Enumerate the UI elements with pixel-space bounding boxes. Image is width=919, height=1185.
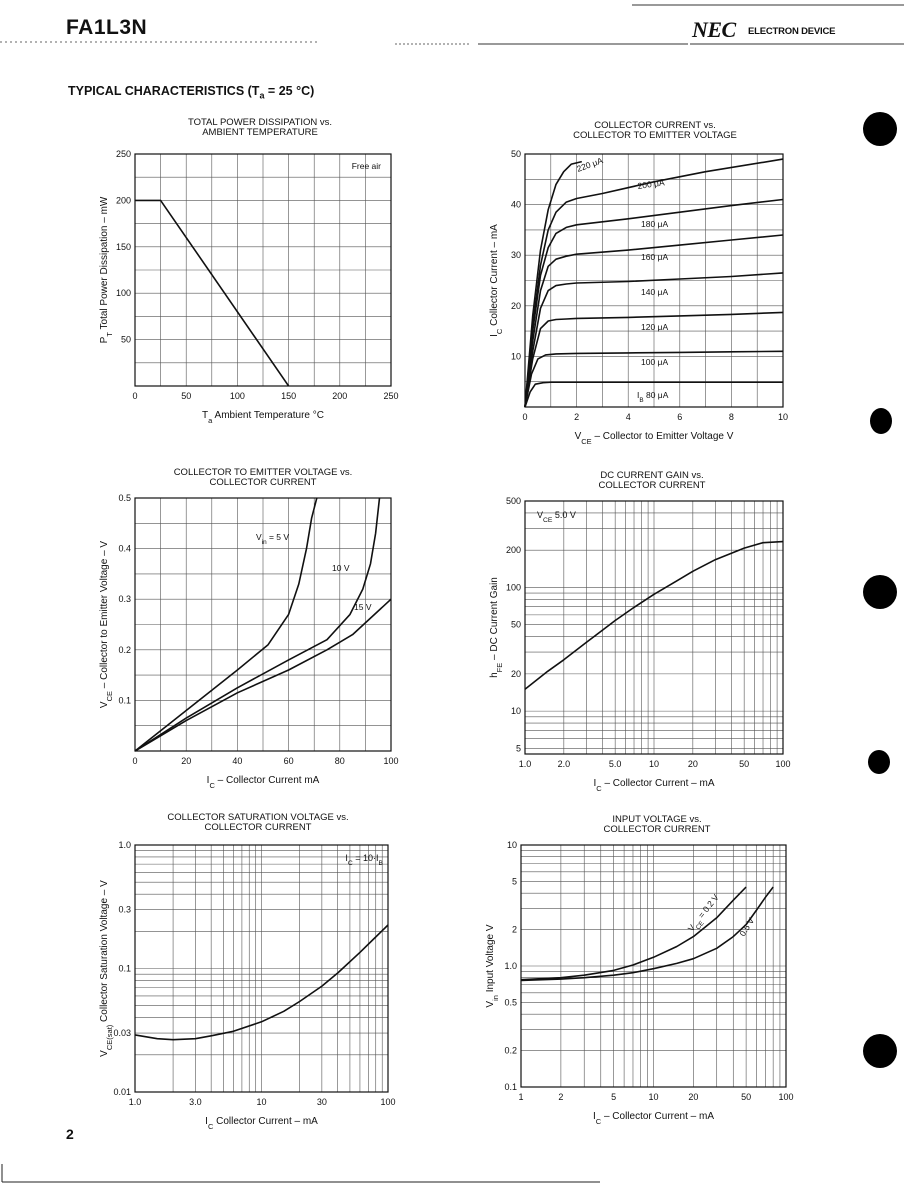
chart-c4 [489,470,791,793]
y-tick-label: 0.1 [118,963,131,974]
x-tick-label: 250 [383,391,399,401]
y-axis-label: $I_C$ Collector Current – mA [489,224,504,337]
chart-title: AMBIENT TEMPERATURE [202,127,318,138]
y-tick-label: 20 [510,300,521,311]
y-axis-label: $V_{CE(sat)}$ Collector Saturation Voltage – V [99,880,114,1057]
x-tick-label: 2 [574,412,580,422]
series-label: $V_{CE} = 0.2$ V [685,892,721,934]
chart-grid [525,501,783,754]
x-tick-label: 100 [383,756,399,766]
x-tick-label: 80 [334,756,345,766]
x-tick-label: 100 [778,1092,794,1102]
chart-grid [135,154,391,386]
chart-title: COLLECTOR CURRENT [598,480,706,491]
chart-annotation: $V_{CE}$ 5.0 V [537,510,576,524]
chart-title: COLLECTOR CURRENT [204,822,312,833]
y-tick-label: 0.5 [504,997,517,1008]
y-tick-label: 0.3 [118,904,131,915]
x-axis-label: $V_{CE}$ – Collector to Emitter Voltage V [574,431,734,446]
y-tick-label: 100 [505,582,521,593]
x-tick-label: 10 [256,1097,267,1107]
chart-title: COLLECTOR CURRENT vs. [594,120,716,131]
x-tick-label: 5.0 [608,759,622,769]
x-tick-label: 6 [677,412,683,422]
chart-title: TOTAL POWER DISSIPATION vs. [187,117,333,128]
x-tick-label: 2 [558,1092,564,1102]
x-tick-label: 150 [281,391,297,401]
y-tick-label: 200 [505,545,521,556]
x-tick-label: 50 [739,759,750,769]
x-axis-label: $I_C$ Collector Current – mA [205,1116,318,1131]
x-tick-label: 100 [229,391,245,401]
y-tick-label: 500 [505,496,521,506]
y-tick-label: 50 [510,149,521,159]
y-tick-label: 0.01 [113,1087,131,1097]
x-tick-label: 10 [777,412,789,422]
page-number: 2 [66,1126,74,1142]
y-tick-label: 50 [510,619,521,630]
y-tick-label: 0.5 [118,493,131,503]
y-tick-label: 100 [115,288,131,299]
x-tick-label: 20 [688,1092,699,1102]
chart-annotation: $I_C = 10\cdot I_B$ [345,853,383,867]
series-label: 100 μA [641,357,669,367]
y-tick-label: 0.4 [118,543,131,554]
x-tick-label: 0 [522,412,528,422]
series-label: 120 μA [641,322,669,332]
series-label: 160 μA [641,252,669,262]
y-tick-label: 40 [510,199,521,210]
series-label: 200 μA [636,177,666,191]
x-axis-label: $I_C$ – Collector Current mA [206,775,320,790]
y-tick-label: 0.3 [118,594,131,605]
series-label: 140 μA [641,287,669,297]
series-label: $I_B$ 80 μA [637,390,669,404]
x-tick-label: 10 [648,759,660,769]
x-tick-label: 8 [728,412,734,422]
y-tick-label: 30 [510,250,521,261]
y-tick-label: 1.0 [118,840,131,850]
y-tick-label: 0.1 [504,1082,517,1092]
y-tick-label: 10 [510,351,521,362]
chart-title: COLLECTOR CURRENT [603,824,711,835]
x-tick-label: 1.0 [518,759,532,769]
y-tick-label: 10 [506,840,517,850]
y-axis-label: $V_{CE}$ – Collector to Emitter Voltage – V [99,540,114,709]
y-axis-label: $V_{in}$ Input Voltage V [485,924,500,1008]
chart-title: COLLECTOR SATURATION VOLTAGE vs. [167,812,349,823]
x-axis-label: $T_a$ Ambient Temperature °C [202,410,324,425]
chart-c5 [99,812,396,1131]
x-tick-label: 4 [625,412,631,422]
x-tick-label: 60 [283,756,294,766]
x-tick-label: 1 [518,1092,524,1102]
x-tick-label: 20 [687,759,698,769]
chart-c1 [99,117,399,425]
x-tick-label: 2.0 [557,759,571,769]
y-tick-label: 150 [115,241,131,252]
chart-grid [135,845,388,1092]
section-title: TYPICAL CHARACTERISTICS ($T_a = 25$ °C) [68,84,315,101]
y-tick-label: 5 [515,743,521,754]
x-axis-label: $I_C$ – Collector Current – mA [592,1111,715,1126]
chart-title: INPUT VOLTAGE vs. [612,814,702,825]
x-tick-label: 30 [316,1097,327,1107]
logo-subtitle: ELECTRON DEVICE [748,26,836,37]
chart-grid [135,498,391,751]
chart-grid [521,845,786,1087]
series-label: 10 V [332,563,350,573]
x-tick-label: 50 [181,391,192,401]
x-tick-label: 20 [181,756,192,766]
x-tick-label: 100 [380,1097,396,1107]
y-tick-label: 0.2 [118,644,131,655]
series-label: 15 V [354,602,372,612]
y-tick-label: 0.2 [504,1045,517,1056]
y-tick-label: 20 [510,668,521,679]
x-tick-label: 10 [648,1092,659,1102]
x-tick-label: 40 [232,756,243,766]
footer-rule [0,1160,919,1185]
chart-annotation: Free air [351,161,381,171]
x-axis-label: $I_C$ – Collector Current – mA [593,778,715,793]
nec-logo: NEC [692,17,736,42]
y-tick-label: 0.1 [118,695,131,706]
y-axis-label: $P_T$ Total Power Dissipation – mW [99,196,114,344]
x-tick-label: 0 [132,391,138,401]
chart-title: COLLECTOR CURRENT [209,477,317,488]
y-tick-label: 2 [511,924,517,935]
y-tick-label: 250 [115,149,131,159]
series-label: 0.5 V [737,915,757,939]
part-number: FA1L3N [66,16,148,39]
x-tick-label: 5 [611,1092,617,1102]
x-tick-label: 50 [741,1092,752,1102]
series-label: 220 μA [575,155,605,174]
series-label: 180 μA [641,219,669,229]
x-tick-label: 0 [132,756,138,766]
chart-title: COLLECTOR TO EMITTER VOLTAGE vs. [173,467,353,478]
y-axis-label: $h_{FE}$ – DC Current Gain [489,577,504,678]
x-tick-label: 200 [332,391,348,401]
chart-title: COLLECTOR TO EMITTER VOLTAGE [573,130,737,141]
y-tick-label: 1.0 [504,961,517,971]
y-tick-label: 200 [115,195,131,206]
chart-c2 [489,120,788,446]
y-tick-label: 0.03 [113,1028,131,1039]
x-tick-label: 3.0 [189,1097,202,1107]
series-label: $V_{in} = 5$ V [256,532,290,546]
y-tick-label: 10 [510,706,521,717]
x-tick-label: 1.0 [128,1097,142,1107]
chart-title: DC CURRENT GAIN vs. [600,470,704,481]
chart-c6 [485,814,794,1126]
chart-c3 [99,467,399,790]
y-tick-label: 50 [120,334,131,345]
y-tick-label: 5 [511,876,517,887]
series-line [521,887,773,980]
x-tick-label: 100 [775,759,791,769]
